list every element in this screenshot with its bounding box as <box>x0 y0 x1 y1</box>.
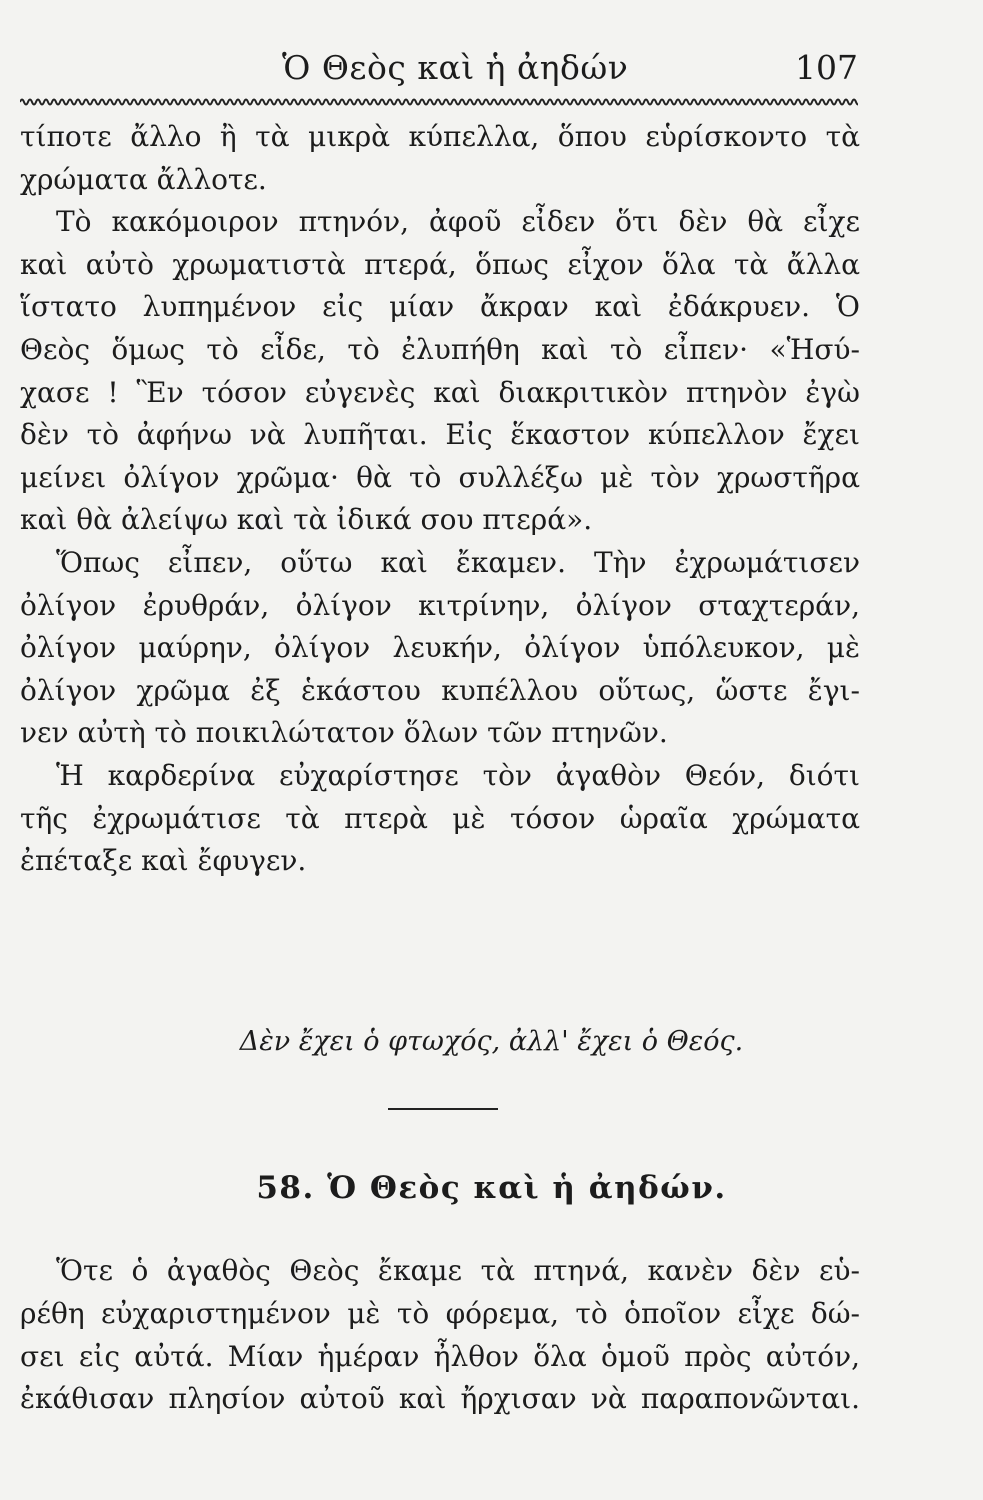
section-separator <box>388 1108 498 1110</box>
text-line: Τὸ κακόμοιρον πτηνόν, ἀφοῦ εἶδεν ὅτι δὲν θὰ εἶχε <box>56 205 860 239</box>
text-line: Ὅπως εἶπεν, οὕτω καὶ ἔκαμεν. Τὴν ἐχρωμάτισεν <box>56 545 860 579</box>
text-line: τίποτε ἄλλο ἢ τὰ μικρὰ κύπελλα, ὅπου εὑρίσκοντο τὰ <box>20 120 860 153</box>
page-header <box>20 48 858 94</box>
text-line: ἵστατο λυπημένον εἰς μίαν ἄκραν καὶ ἐδάκρυεν. Ὁ <box>20 290 860 324</box>
text-line: ὀλίγον μαύρην, ὀλίγον λευκήν, ὀλίγον ὑπόλευκον, μὲ <box>20 631 860 665</box>
text-line: Ὅτε ὁ ἀγαθὸς Θεὸς ἔκαμε τὰ πτηνά, κανὲν δὲν εὑ- <box>56 1254 860 1287</box>
text-line: τῆς ἐχρωμάτισε τὰ πτερὰ μὲ τόσον ὡραῖα χρώματα <box>20 801 860 835</box>
text-line: δὲν τὸ ἀφήνω νὰ λυπῆται. Εἰς ἕκαστον κύπελλον ἔχει <box>20 418 860 452</box>
text-line: νεν αὐτὴ τὸ ποικιλώτατον ὅλων τῶν πτηνῶν. <box>20 716 668 750</box>
story-58-text <box>20 1250 860 1421</box>
story-57-text <box>20 116 860 883</box>
page-number: 107 <box>795 48 858 87</box>
text-line: μείνει ὀλίγον χρῶμα· θὰ τὸ συλλέξω μὲ τὸν χρωστῆρα <box>20 460 860 494</box>
text-line: Ἡ καρδερίνα εὐχαρίστησε τὸν ἀγαθὸν Θεόν, διότι <box>56 758 860 792</box>
text-line: καὶ θὰ ἀλείψω καὶ τὰ ἰδικά σου πτερά». <box>20 503 593 537</box>
proverb-motto: Δὲν ἔχει ὁ φτωχός, ἀλλ' ἔχει ὁ Θεός. <box>239 1026 744 1057</box>
text-line: ρέθη εὐχαριστημένον μὲ τὸ φόρεμα, τὸ ὁποῖον εἶχε δώ- <box>20 1296 860 1330</box>
text-line: ἐπέταξε καὶ ἔφυγεν. <box>20 844 307 878</box>
story-58-title: 58. Ὁ Θεὸς καὶ ἡ ἀηδών. <box>256 1170 727 1206</box>
text-line: χρώματα ἄλλοτε. <box>20 162 267 196</box>
text-line: σει εἰς αὐτά. Μίαν ἡμέραν ἦλθον ὅλα ὁμοῦ πρὸς αὐτόν, <box>20 1339 860 1373</box>
text-line: ὀλίγον ἐρυθράν, ὀλίγον κιτρίνην, ὀλίγον σταχτεράν, <box>20 588 860 622</box>
text-line: ἐκάθισαν πλησίον αὐτοῦ καὶ ἤρχισαν νὰ παραπονῶνται. <box>20 1382 860 1416</box>
wavy-header-rule <box>20 96 858 108</box>
running-title: Ὁ Θεὸς καὶ ἡ ἀηδών <box>282 48 629 87</box>
text-line: ὀλίγον χρῶμα ἐξ ἑκάστου κυπέλλου οὕτως, ὥστε ἔγι- <box>20 673 860 707</box>
text-line: καὶ αὐτὸ χρωματιστὰ πτερά, ὅπως εἶχον ὅλα τὰ ἄλλα <box>20 247 860 281</box>
text-line: Θεὸς ὅμως τὸ εἶδε, τὸ ἐλυπήθη καὶ τὸ εἶπεν· «Ἡσύ- <box>20 332 860 366</box>
text-line: χασε ! Ἓν τόσον εὐγενὲς καὶ διακριτικὸν πτηνὸν ἐγὼ <box>20 375 860 409</box>
